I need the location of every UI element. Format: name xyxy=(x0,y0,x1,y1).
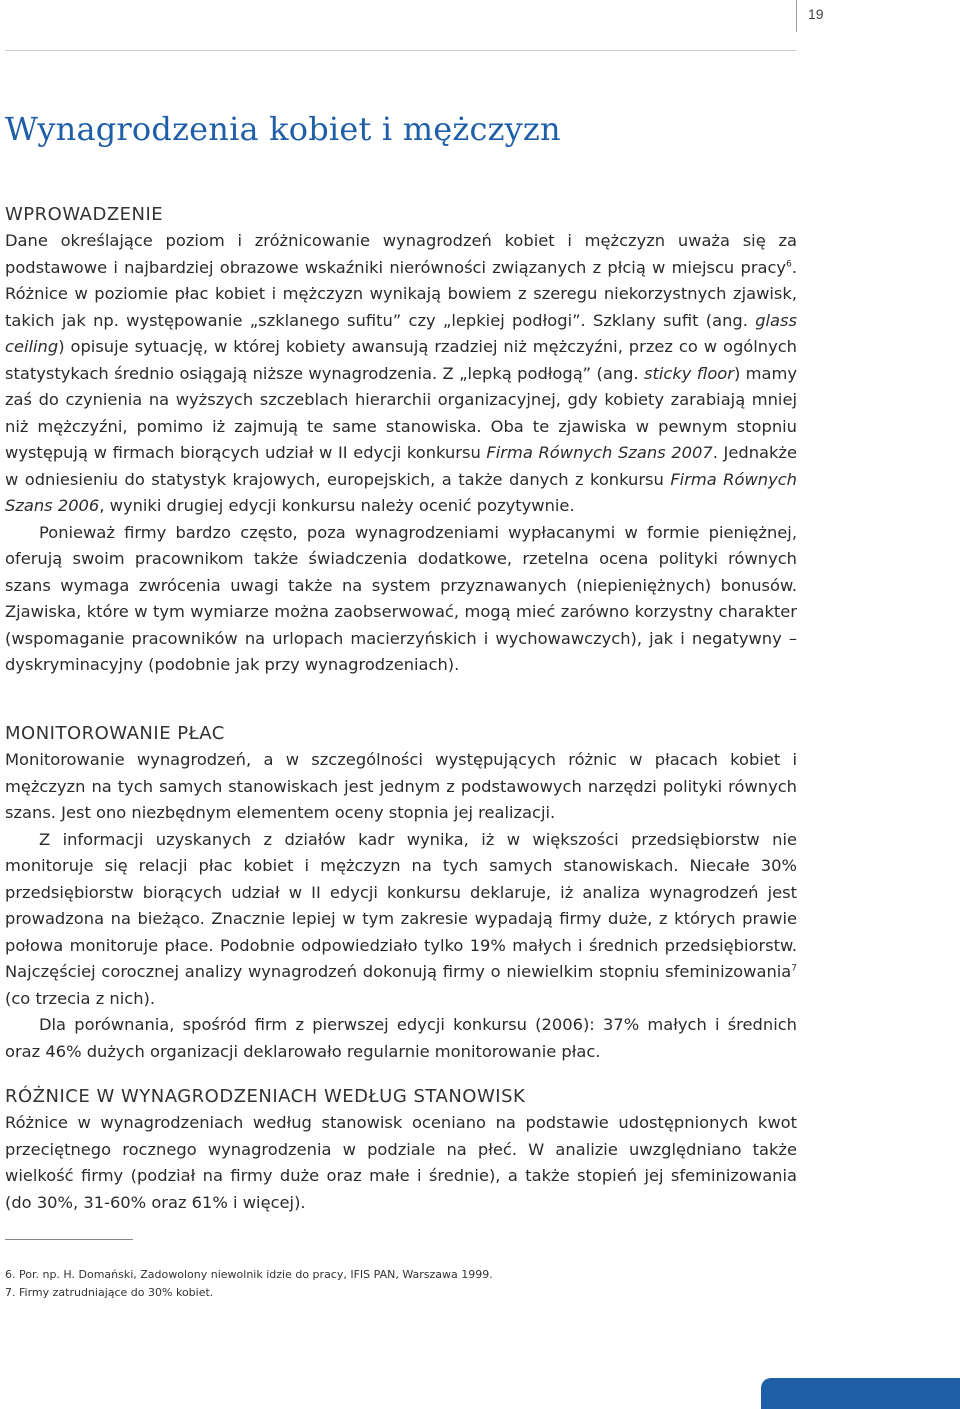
section-roznice-wynagrodzen xyxy=(5,1084,797,1216)
paragraph: Monitorowanie wynagrodzeń, a w szczególności występujących różnic w płacach kobiet i mężczyzn na tych samych stanowiskach jest jednym z podstawowych narzędzi polityki równych szans. Jest ono niezbędnym elementem oceny stopnia jej realizacji. xyxy=(5,750,797,822)
page-title: Wynagrodzenia kobiet i mężczyzn xyxy=(5,110,561,148)
footnote-ref[interactable]: 6 xyxy=(786,259,792,270)
section-heading: RÓŻNICE W WYNAGRODZENIACH WEDŁUG STANOWISK xyxy=(5,1086,526,1107)
section-monitorowanie-plac xyxy=(5,721,797,1065)
corner-tab-decoration xyxy=(761,1378,960,1409)
footnote: 6. Por. np. H. Domański, Zadowolony niewolnik idzie do pracy, IFIS PAN, Warszawa 1999. xyxy=(5,1268,493,1281)
paragraph: Dla porównania, spośród firm z pierwszej edycji konkursu (2006): 37% małych i średnich oraz 46% dużych organizacji deklarowało regularnie monitorowanie płac. xyxy=(5,1015,797,1061)
page-number-divider xyxy=(796,0,797,32)
paragraph: Z informacji uzyskanych z działów kadr wynika, iż w większości przedsiębiorstw nie monitoruje się relacji płac kobiet i mężczyzn na tych samych stanowiskach. Niecałe 30% przedsiębiorstw biorących udział w II edycji konkursu deklaruje, iż analiza wynagrodzeń jest prowadzona na bieżąco. Znacznie lepiej w tym zakresie wypadają firmy duże, z których prawie połowa monitoruje płace. Podobnie odpowiedziało tylko 19% małych i średnich przedsiębiorstw. Najczęściej corocznej analizy wynagrodzeń dokonują firmy o niewielkim stopniu sfeminizowania$^7$ (co trzecia z nich). xyxy=(5,829,797,1008)
header-rule xyxy=(5,50,796,51)
footnote-divider xyxy=(5,1239,133,1240)
paragraph: Ponieważ firmy bardzo często, poza wynagrodzeniami wypłacanymi w formie pieniężnej, oferują swoim pracownikom także świadczenia dodatkowe, rzetelna ocena polityki równych szans wymaga zwrócenia uwagi także na system przyznawanych (niepieniężnych) bonusów. Zjawiska, które w tym wymiarze można zaobserwować, mogą mieć zarówno korzystny charakter (wspomaganie pracowników na urlopach macierzyńskich i wychowawczych), jak i negatywny – dyskryminacyjny (podobnie jak przy wynagrodzeniach). xyxy=(5,522,797,674)
footnotes xyxy=(5,1266,705,1302)
paragraph: Dane określające poziom i zróżnicowanie wynagrodzeń kobiet i mężczyzn uważa się za podstawowe i najbardziej obrazowe wskaźniki nierówności związanych z płcią w miejscu pracy$^6$. Różnice w poziomie płac kobiet i mężczyzn wynikają bowiem z szeregu niekorzystnych zjawisk, takich jak np. występowanie „szklanego sufitu” czy „lepkiej podłogi”. Szklany sufit (ang. glass ceiling) opisuje sytuację, w której kobiety awansują rzadziej niż mężczyźni, przez co w ogólnych statystykach średnio osiągają niższe wynagrodzenia. Z „lepką podłogą” (ang. sticky floor) mamy zaś do czynienia na wyższych szczeblach hierarchii organizacyjnej, gdy kobiety zarabiają mniej niż mężczyźni, pomimo iż zajmują te same stanowiska. Oba te zjawiska w pewnym stopniu występują w firmach biorących udział w II edycji konkursu Firma Równych Szans 2007. Jednakże w odniesieniu do statystyk krajowych, europejskich, a także danych z konkursu Firma Równych Szans 2006, wyniki drugiej edycji konkursu należy ocenić pozytywnie. xyxy=(5,231,798,515)
paragraph: Różnice w wynagrodzeniach według stanowisk oceniano na podstawie udostępnionych kwot przeciętnego rocznego wynagrodzenia w podziale na płeć. W analizie uwzględniano także wielkość firmy (podział na firmy duże oraz małe i średnie), a także stopień jej sfeminizowania (do 30%, 31-60% oraz 61% i więcej). xyxy=(5,1113,797,1212)
section-wprowadzenie xyxy=(5,202,797,679)
page-number: 19 xyxy=(808,6,824,22)
footnote-ref[interactable]: 7 xyxy=(791,963,797,974)
section-heading: WPROWADZENIE xyxy=(5,204,164,225)
footnote: 7. Firmy zatrudniające do 30% kobiet. xyxy=(5,1286,214,1299)
section-heading: MONITOROWANIE PŁAC xyxy=(5,723,225,744)
